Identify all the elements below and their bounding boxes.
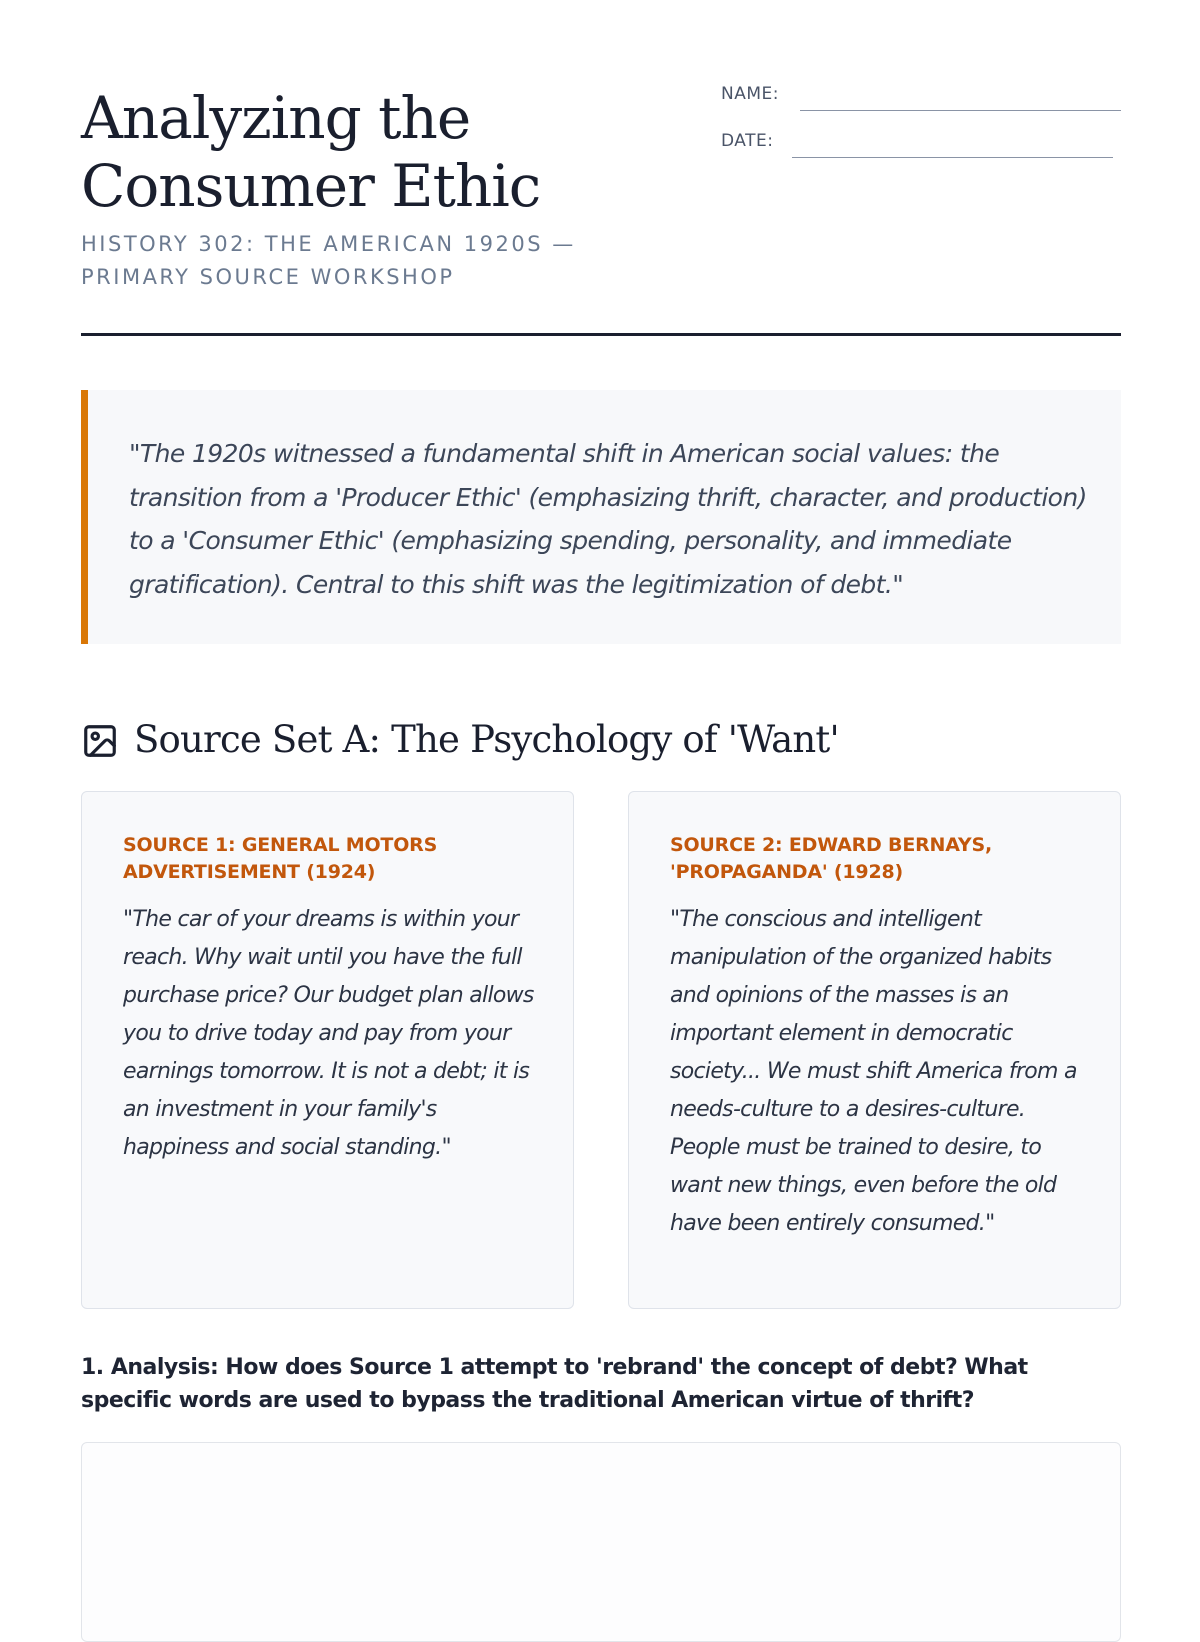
header-divider [81, 333, 1121, 336]
name-row [721, 84, 1121, 131]
source-2-label: SOURCE 2: EDWARD BERNAYS, 'PROPAGANDA' (1928) [670, 834, 992, 883]
name-label: NAME: [721, 84, 779, 104]
course-subtitle: HISTORY 302: THE AMERICAN 1920S — PRIMARY SOURCE WORKSHOP [81, 232, 576, 289]
page-title: Analyzing the Consumer Ethic [81, 84, 541, 220]
student-info [721, 84, 1121, 178]
worksheet-header [81, 78, 1121, 338]
section-a-title: Source Set A: The Psychology of 'Want' [134, 718, 839, 761]
worksheet-page [81, 0, 1121, 1600]
intro-quote-text: "The 1920s witnessed a fundamental shift in American social values: the transition from a 'Producer Ethic' (emphasizing thrift, character, and production) to a 'Consumer Ethic' (emphasizing spending, personality, and immediate gratification). Central to this shift was the legitimization of debt." [129, 439, 1087, 599]
date-row [721, 131, 1121, 178]
date-field[interactable] [792, 157, 1113, 158]
source-1-label: SOURCE 1: GENERAL MOTORS ADVERTISEMENT (1924) [123, 834, 438, 883]
intro-quote-box [81, 390, 1121, 644]
source-card-1 [81, 791, 574, 1309]
source-card-2 [628, 791, 1121, 1309]
question-1-text: 1. Analysis: How does Source 1 attempt to 'rebrand' the concept of debt? What specific words are used to bypass the traditional American virtue of thrift? [81, 1355, 1028, 1413]
name-field[interactable] [800, 110, 1121, 111]
image-icon [81, 722, 119, 760]
date-label: DATE: [721, 131, 774, 151]
section-a-heading [81, 714, 1121, 766]
question-1-answer-box[interactable] [81, 1442, 1121, 1642]
source-2-text: "The conscious and intelligent manipulation of the organized habits and opinions of the masses is an important element in democratic society... We must shift America from a needs-culture to a desires-culture. People must be trained to desire, to want new things, even before the old have been entirely consumed." [670, 907, 1077, 1236]
source-1-text: "The car of your dreams is within your reach. Why wait until you have the full purchase price? Our budget plan allows you to drive today and pay from your earnings tomorrow. It is not a debt; it is an investment in your family's happiness and social standing." [123, 907, 534, 1160]
